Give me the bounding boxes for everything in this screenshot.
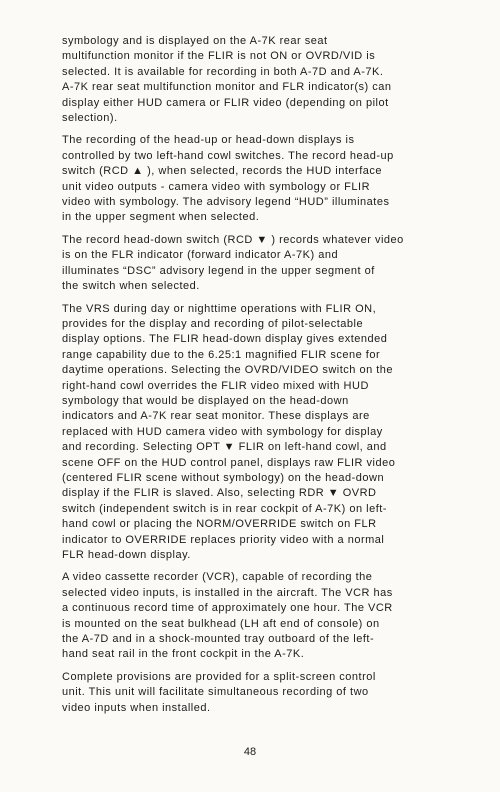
text-line: provides for the display and recording of pilot-selectable <box>62 317 364 330</box>
text-line: illuminates “DSC” advisory legend in the upper segment of <box>62 264 375 277</box>
text-line: hand cowl or placing the NORM/OVERRIDE switch on FLR <box>62 518 377 531</box>
text-line: indicators and A-7K rear seat monitor. These displays are <box>62 410 370 423</box>
text-line: selected video inputs, is installed in the aircraft. The VCR has <box>62 586 393 599</box>
text-line: is mounted on the seat bulkhead (LH aft end of console) on <box>62 617 380 630</box>
paragraph-head-down-recording <box>62 233 448 295</box>
paragraph-flir-video-availability <box>62 34 448 126</box>
text-line: video inputs when installed. <box>62 701 211 714</box>
text-line: The VRS during day or nighttime operations with FLIR ON, <box>62 302 377 315</box>
text-line: A-7K rear seat multifunction monitor and FLR indicator(s) can <box>62 81 392 94</box>
text-line: the switch when selected. <box>62 280 200 293</box>
paragraph-split-screen-unit <box>62 670 448 716</box>
text-line: The record head-down switch (RCD ▼ ) records whatever video <box>62 233 404 246</box>
text-line: display if the FLIR is slaved. Also, selecting RDR ▼ OVRD <box>62 487 377 500</box>
text-line: switch (RCD ▲ ), when selected, records the HUD interface <box>62 165 382 178</box>
text-line: selected. It is available for recording in both A-7D and A-7K. <box>62 65 384 78</box>
text-line: display either HUD camera or FLIR video (depending on pilot <box>62 96 389 109</box>
text-line: is on the FLR indicator (forward indicator A-7K) and <box>62 249 339 262</box>
text-line: switch (independent switch is in rear cockpit of A-7K) on left- <box>62 502 387 515</box>
text-line: multifunction monitor if the FLIR is not ON or OVRD/VID is <box>62 50 376 63</box>
text-line: scene OFF on the HUD control panel, displays raw FLIR video <box>62 456 396 469</box>
paragraph-head-up-recording <box>62 133 448 225</box>
text-line: The recording of the head-up or head-down displays is <box>62 134 355 147</box>
text-line: display options. The FLIR head-down display gives extended <box>62 333 388 346</box>
text-line: a continuous record time of approximately one hour. The VCR <box>62 602 393 615</box>
text-line: (centered FLIR scene without symbology) on the head-down <box>62 471 385 484</box>
text-line: selection). <box>62 112 118 125</box>
paragraph-vrs-operations <box>62 302 448 564</box>
body-text <box>62 34 448 723</box>
text-line: the A-7D and in a shock-mounted tray outboard of the left- <box>62 633 375 646</box>
text-line: right-hand cowl overrides the FLIR video mixed with HUD <box>62 379 369 392</box>
text-line: symbology and is displayed on the A-7K rear seat <box>62 35 328 47</box>
text-line: hand seat rail in the front cockpit in the A-7K. <box>62 648 305 661</box>
text-line: daytime operations. Selecting the OVRD/VIDEO switch on the <box>62 364 394 377</box>
text-line: replaced with HUD camera video with symbology for display <box>62 425 383 438</box>
text-line: controlled by two left-hand cowl switches. The record head-up <box>62 149 394 162</box>
text-line: unit video outputs - camera video with symbology or FLIR <box>62 180 371 193</box>
text-line: symbology that would be displayed on the head-down <box>62 394 349 407</box>
text-line: range capability due to the 6.25:1 magnified FLIR scene for <box>62 348 381 361</box>
text-line: Complete provisions are provided for a split-screen control <box>62 670 376 683</box>
text-line: A video cassette recorder (VCR), capable of recording the <box>62 571 373 584</box>
paragraph-video-cassette-recorder <box>62 570 448 662</box>
page-number: 48 <box>243 746 257 758</box>
text-line: FLR head-down display. <box>62 549 191 561</box>
text-line: indicator to OVERRIDE replaces priority video with a normal <box>62 533 385 546</box>
text-line: video with symbology. The advisory legend “HUD” illuminates <box>62 196 390 209</box>
text-line: in the upper segment when selected. <box>62 211 260 224</box>
text-line: and recording. Selecting OPT ▼ FLIR on left-hand cowl, and <box>62 441 387 454</box>
text-line: unit. This unit will facilitate simultaneous recording of two <box>62 686 369 699</box>
